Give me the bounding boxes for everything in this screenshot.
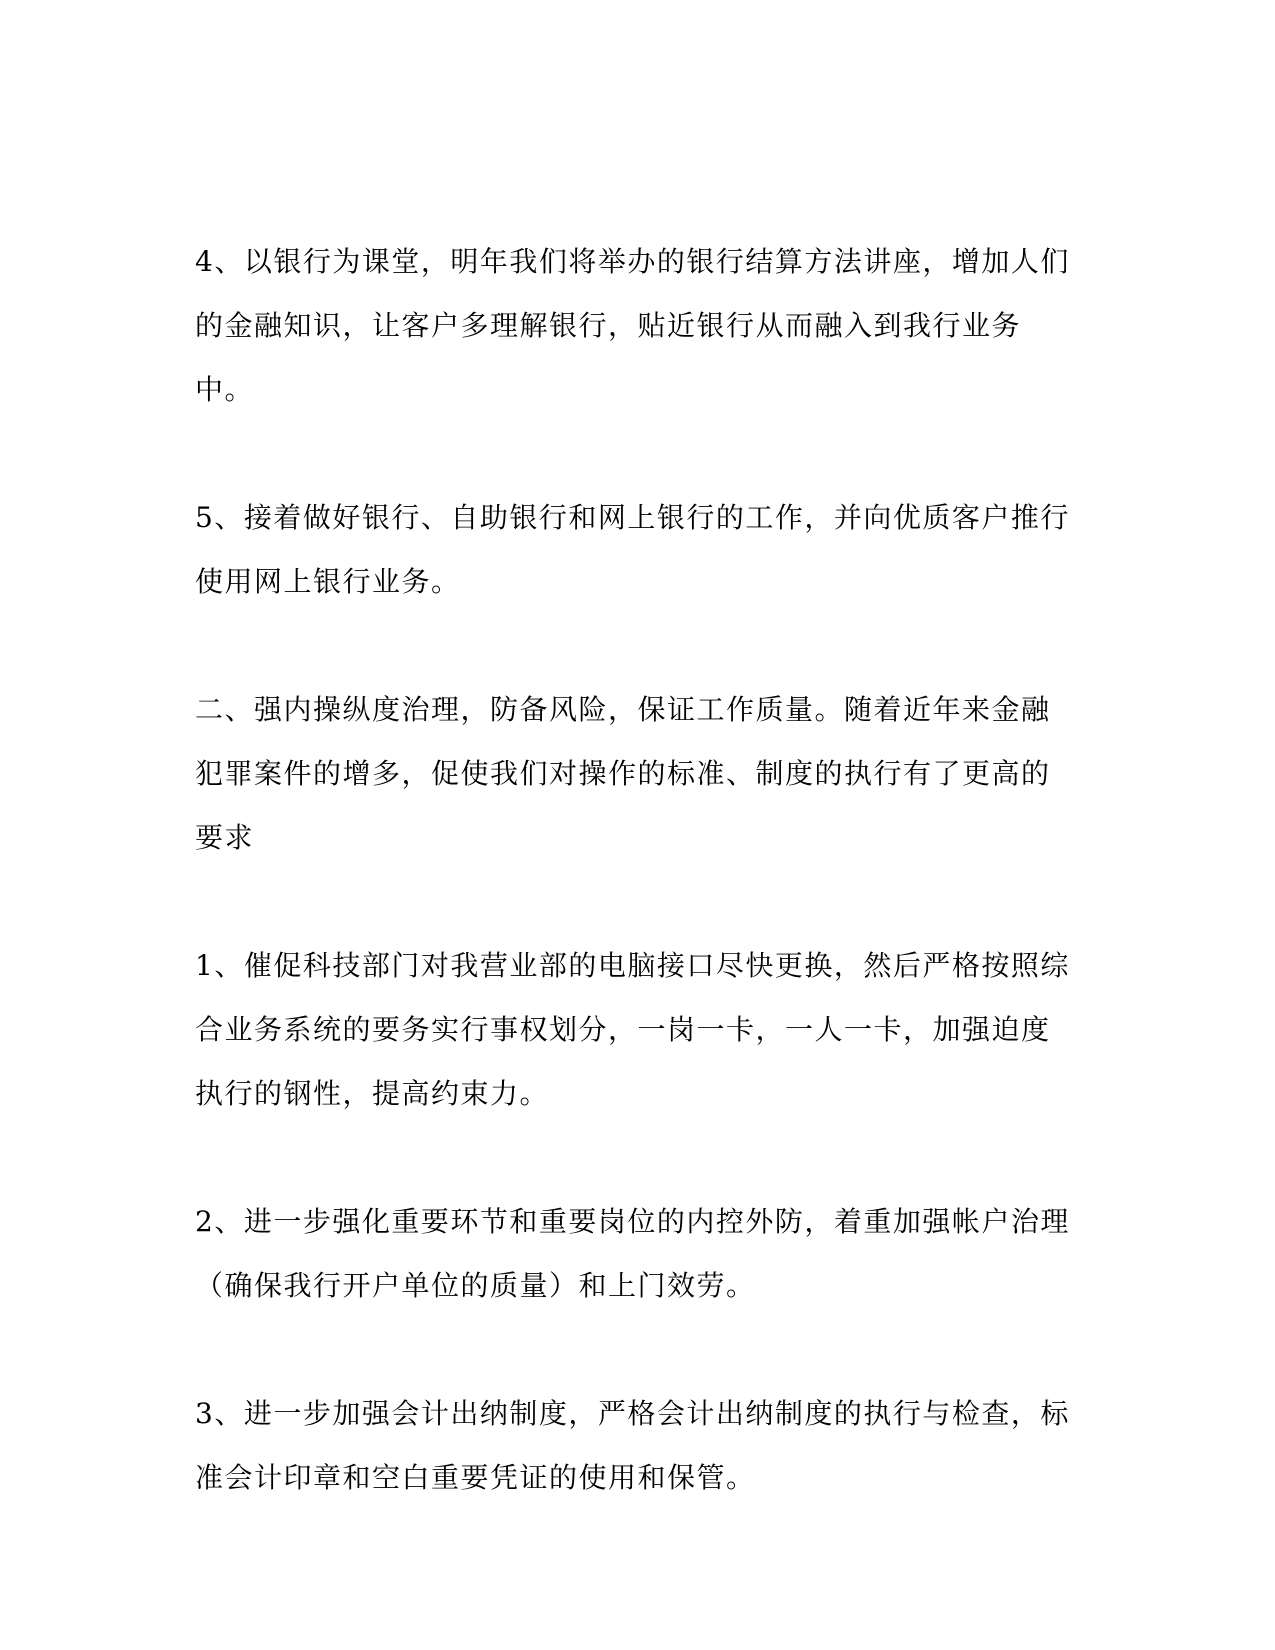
section-heading-two: 二、强内操纵度治理，防备风险，保证工作质量。随着近年来金融犯罪案件的增多，促使我们对操作的标准、制度的执行有了更高的要求 <box>195 693 1051 854</box>
document-body <box>195 230 1075 1574</box>
paragraph-item-5: 5、接着做好银行、自助银行和网上银行的工作，并向优质客户推行使用网上银行业务。 <box>195 501 1070 598</box>
paragraph-item-1: 1、催促科技部门对我营业部的电脑接口尽快更换，然后严格按照综合业务系统的要务实行事权划分，一岗一卡，一人一卡，加强迫度执行的钢性，提高约束力。 <box>195 949 1070 1110</box>
paragraph-item-2: 2、进一步强化重要环节和重要岗位的内控外防，着重加强帐户治理（确保我行开户单位的质量）和上门效劳。 <box>195 1205 1070 1302</box>
paragraph-item-4: 4、以银行为课堂，明年我们将举办的银行结算方法讲座，增加人们的金融知识，让客户多理解银行，贴近银行从而融入到我行业务中。 <box>195 245 1070 406</box>
paragraph-item-3: 3、进一步加强会计出纳制度，严格会计出纳制度的执行与检查，标准会计印章和空白重要凭证的使用和保管。 <box>195 1397 1070 1494</box>
